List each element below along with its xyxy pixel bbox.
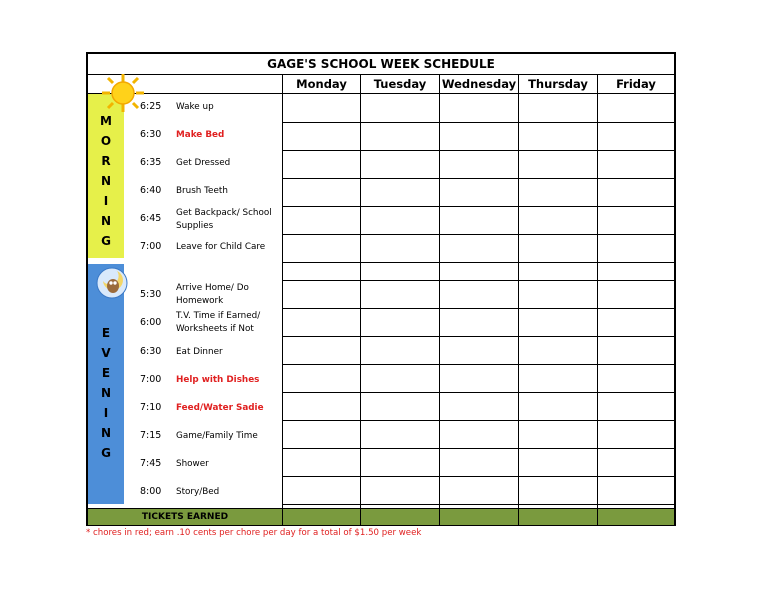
evening-task: Game/Family Time: [176, 431, 258, 441]
morning-letter: R: [101, 154, 111, 168]
evening-letter: V: [101, 346, 111, 360]
evening-time: 7:45: [140, 458, 162, 469]
evening-time: 6:30: [140, 346, 162, 357]
morning-letter: N: [100, 214, 112, 228]
morning-time: 6:40: [140, 185, 162, 196]
evening-letter: E: [101, 366, 111, 380]
evening-letter: E: [101, 326, 111, 340]
morning-task: Brush Teeth: [176, 186, 228, 196]
evening-letter: N: [100, 426, 112, 440]
chores-note: * chores in red; earn .10 cents per chore per day for a total of $1.50 per week: [86, 528, 422, 538]
day-header-tuesday: Tuesday: [360, 74, 439, 94]
evening-task: T.V. Time if Earned/ Worksheets if Not: [176, 311, 261, 334]
morning-letter: N: [100, 174, 112, 188]
schedule-grid: [88, 54, 674, 524]
footer-divider: [360, 509, 361, 525]
morning-time: 7:00: [140, 241, 162, 252]
morning-time: 6:25: [140, 101, 162, 112]
evening-task: Shower: [176, 459, 209, 469]
evening-task-chore: Feed/Water Sadie: [176, 403, 264, 413]
morning-task: Wake up: [176, 102, 214, 112]
morning-letter: O: [100, 134, 112, 148]
morning-task: Get Backpack/ School Supplies: [176, 208, 272, 231]
morning-time: 6:45: [140, 213, 162, 224]
footer-divider: [518, 509, 519, 525]
day-header-friday: Friday: [597, 74, 674, 94]
day-header-monday: Monday: [282, 74, 360, 94]
evening-task: Eat Dinner: [176, 347, 223, 357]
footer-divider: [597, 509, 598, 525]
evening-time: 7:00: [140, 374, 162, 385]
day-header-wednesday: Wednesday: [439, 74, 518, 94]
day-header-thursday: Thursday: [518, 74, 597, 94]
schedule-title: GAGE'S SCHOOL WEEK SCHEDULE: [88, 54, 674, 75]
evening-time: 7:15: [140, 430, 162, 441]
evening-time: 7:10: [140, 402, 162, 413]
evening-task-chore: Help with Dishes: [176, 375, 260, 385]
evening-task: Arrive Home/ Do Homework: [176, 283, 249, 306]
evening-letter: G: [101, 446, 111, 460]
schedule-table: [86, 52, 676, 526]
morning-task-chore: Make Bed: [176, 130, 225, 140]
morning-time: 6:30: [140, 129, 162, 140]
evening-time: 6:00: [140, 317, 162, 328]
evening-time: 5:30: [140, 289, 162, 300]
evening-time: 8:00: [140, 486, 162, 497]
evening-task: Story/Bed: [176, 487, 220, 497]
footer-divider: [439, 509, 440, 525]
tickets-earned-row: [88, 508, 674, 525]
morning-task: Leave for Child Care: [176, 242, 266, 252]
morning-letter: G: [101, 234, 111, 248]
morning-task: Get Dressed: [176, 158, 231, 168]
footer-divider: [282, 509, 283, 525]
tickets-earned-label: TICKETS EARNED: [141, 512, 229, 522]
morning-time: 6:35: [140, 157, 162, 168]
morning-letter: I: [103, 194, 109, 208]
morning-letter: M: [100, 114, 112, 128]
evening-letter: N: [100, 386, 112, 400]
evening-letter: I: [103, 406, 109, 420]
